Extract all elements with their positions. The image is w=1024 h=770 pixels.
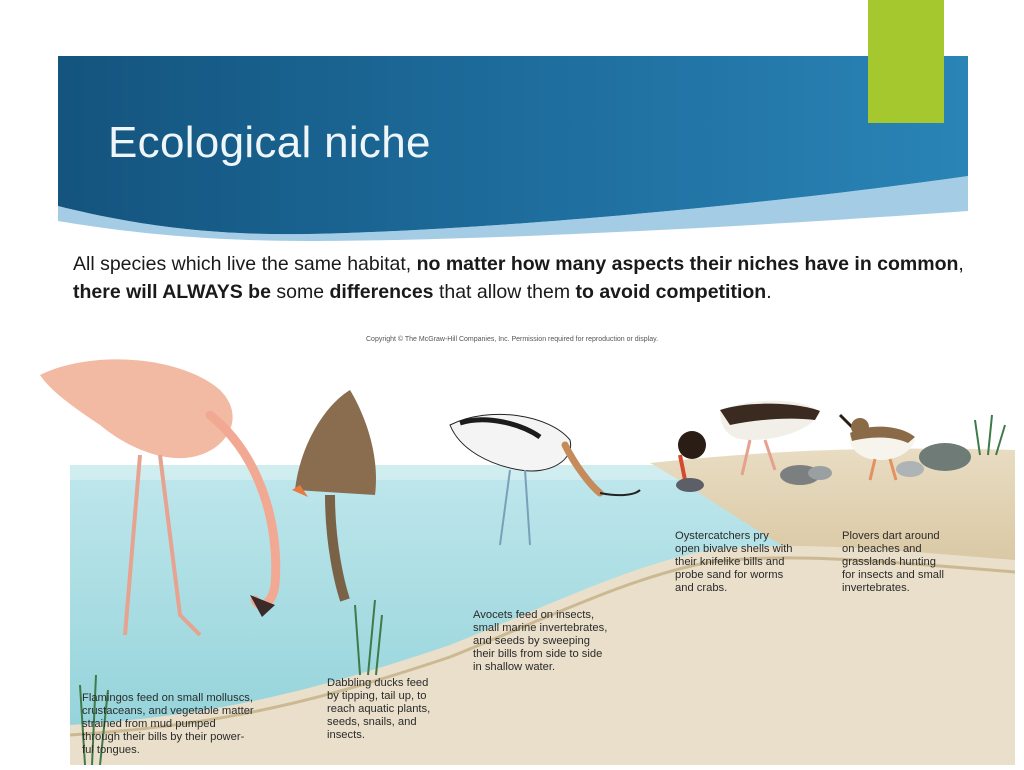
intro-paragraph bbox=[73, 250, 973, 306]
intro-bold: differences bbox=[329, 281, 434, 303]
intro-text: , bbox=[958, 253, 964, 275]
oystercatcher-caption: Oystercatchers pry open bivalve shells with their knifelike bills and probe sand for worms and crabs. bbox=[675, 530, 793, 594]
intro-bold: no matter how many aspects their niches have in common bbox=[416, 253, 959, 275]
duck-caption: Dabbling ducks feed by tipping, tail up, to reach aquatic plants, seeds, snails, and insects. bbox=[327, 677, 431, 741]
intro-text: All species which live the same habitat, bbox=[73, 253, 417, 275]
intro-bold: there will ALWAYS be bbox=[73, 281, 271, 303]
copyright-notice: Copyright © The McGraw-Hill Companies, Inc. Permission required for reproduction or display. bbox=[366, 336, 659, 343]
accent-tab bbox=[868, 0, 944, 123]
shorebird-niche-illustration bbox=[30, 345, 1015, 765]
intro-text: some bbox=[270, 281, 330, 303]
avocet-caption: Avocets feed on insects, small marine invertebrates, and seeds by sweeping their bills from side to side in shallow water. bbox=[473, 609, 608, 673]
intro-text: that allow them bbox=[433, 281, 576, 303]
water-surface bbox=[70, 465, 730, 480]
plover-caption: Plovers dart around on beaches and grasslands hunting for insects and small invertebrates. bbox=[842, 530, 944, 594]
intro-text: . bbox=[766, 281, 772, 303]
intro-bold: to avoid competition bbox=[575, 281, 767, 303]
flamingo-caption: Flamingos feed on small molluscs, crustaceans, and vegetable matter strained from mud pumped through their bills by their power- ful tongues. bbox=[82, 692, 254, 756]
slide-title: Ecological niche bbox=[108, 118, 431, 167]
